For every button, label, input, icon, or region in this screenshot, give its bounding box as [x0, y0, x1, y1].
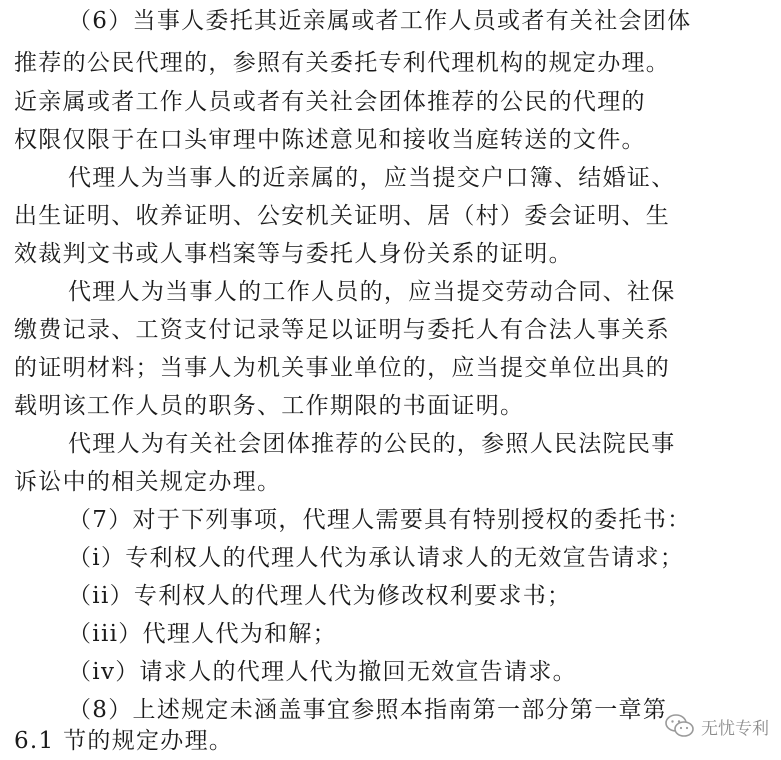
text-line: 的证明材料；当事人为机关事业单位的，应当提交单位出具的: [14, 355, 671, 381]
text-line: （7）对于下列事项，代理人需要具有特别授权的委托书：: [68, 507, 692, 533]
text-line: 载明该工作人员的职务、工作期限的书面证明。: [14, 393, 525, 419]
text-line: 代理人为当事人的近亲属的，应当提交户口簿、结婚证、: [68, 165, 676, 191]
text-line: 权限仅限于在口头审理中陈述意见和接收当庭转送的文件。: [14, 127, 646, 153]
text-line: 效裁判文书或人事档案等与委托人身份关系的证明。: [14, 241, 573, 267]
text-line: （ii）专利权人的代理人代为修改权利要求书；: [68, 583, 572, 609]
text-line: 近亲属或者工作人员或者有关社会团体推荐的公民的代理的: [14, 89, 646, 115]
text-line: 缴费记录、工资支付记录等足以证明与委托人有合法人事关系: [14, 317, 671, 343]
text-line: 出生证明、收养证明、公安机关证明、居（村）委会证明、生: [14, 203, 671, 229]
text-line: （iii）代理人代为和解；: [68, 621, 337, 647]
text-line: 代理人为有关社会团体推荐的公民的，参照人民法院民事: [68, 431, 676, 457]
text-line: 推荐的公民代理的，参照有关委托专利代理机构的规定办理。: [14, 50, 671, 76]
text-line: （6）当事人委托其近亲属或者工作人员或者有关社会团体: [68, 8, 692, 34]
text-line: 6.1 节的规定办理。: [14, 728, 234, 754]
text-line: 代理人为当事人的工作人员的，应当提交劳动合同、社保: [68, 279, 676, 305]
wechat-icon: [665, 713, 695, 739]
watermark: [665, 711, 769, 741]
watermark-text: 无忧专利: [701, 718, 769, 739]
text-line: 诉讼中的相关规定办理。: [14, 469, 282, 495]
text-line: （iv）请求人的代理人代为撤回无效宣告请求。: [68, 659, 577, 685]
text-line: （8）上述规定未涵盖事宜参照本指南第一部分第一章第: [68, 697, 668, 723]
text-line: （i）专利权人的代理人代为承认请求人的无效宣告请求；: [68, 545, 685, 571]
